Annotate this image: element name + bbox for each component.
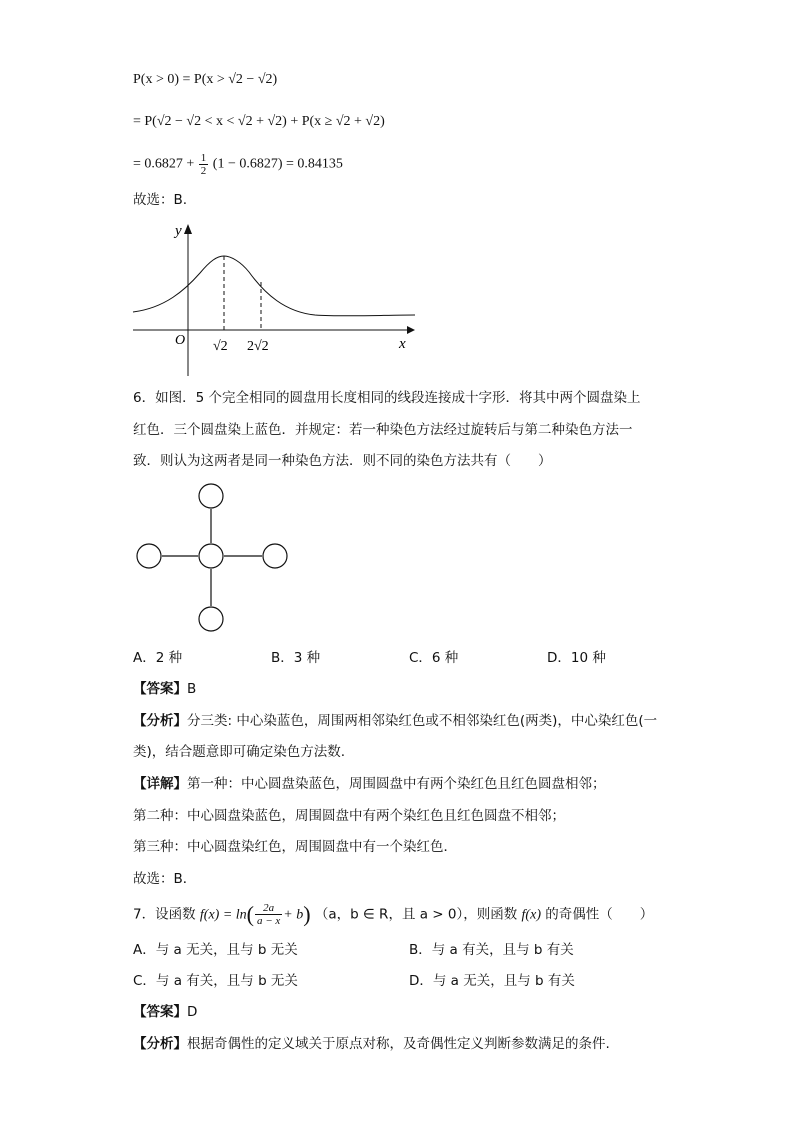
q7-analysis-text: 根据奇偶性的定义域关于原点对称，及奇偶性定义判断参数满足的条件. bbox=[187, 1036, 610, 1052]
q6-stem-line3: 致．则认为这两者是同一种染色方法．则不同的染色方法共有（ ） bbox=[133, 453, 552, 469]
q7-answer-value: D bbox=[187, 1004, 198, 1020]
q6-stem-line1: 6．如图．5 个完全相同的圆盘用长度相同的线段连接成十字形．将其中两个圆盘染上 bbox=[133, 390, 641, 406]
cross-disks-figure bbox=[134, 482, 294, 634]
normal-curve-graph bbox=[125, 218, 425, 380]
q7-analysis-tag: 【分析】 bbox=[133, 1036, 187, 1052]
half-denominator: 2 bbox=[200, 165, 207, 177]
q6-detail-text1: 第一种：中心圆盘染蓝色，周围圆盘中有两个染红色且红色圆盘相邻； bbox=[187, 776, 606, 792]
q7-function: f(x) = ln bbox=[199, 907, 247, 923]
q7-option-c: C．与 a 有关，且与 b 无关 bbox=[133, 973, 298, 989]
disk-right bbox=[263, 544, 287, 568]
q7-frac-denominator: a − x bbox=[256, 915, 281, 927]
q7-left-paren: ( bbox=[246, 901, 254, 927]
q6-detail-line1 bbox=[133, 774, 606, 794]
sol5-eq3-b: (1 − 0.6827) = 0.84135 bbox=[212, 156, 343, 172]
q6-stem-line2: 红色．三个圆盘染上蓝色．并规定：若一种染色方法经过旋转后与第二种染色方法一 bbox=[133, 422, 633, 438]
q7-answer-tag: 【答案】 bbox=[133, 1004, 187, 1020]
q6-analysis-tag: 【分析】 bbox=[133, 713, 187, 729]
q7-option-b: B．与 a 有关，且与 b 有关 bbox=[409, 942, 574, 958]
y-axis-arrow bbox=[184, 224, 192, 234]
q6-answer-tag: 【答案】 bbox=[133, 681, 187, 697]
disk-bottom bbox=[199, 607, 223, 631]
q7-stem bbox=[133, 902, 653, 927]
disk-center bbox=[199, 544, 223, 568]
q6-analysis-line2: 类)，结合题意即可确定染色方法数. bbox=[133, 744, 346, 760]
q7-right-paren: ) bbox=[303, 901, 311, 927]
tick-sqrt2: √2 bbox=[213, 339, 228, 354]
sol5-eq3 bbox=[133, 152, 343, 177]
q6-option-b: B．3 种 bbox=[271, 650, 321, 666]
tick-2sqrt2: 2√2 bbox=[247, 339, 269, 354]
q7-option-a: A．与 a 无关，且与 b 无关 bbox=[133, 942, 298, 958]
x-axis-label: x bbox=[399, 336, 406, 352]
sol5-eq2-part2: + P(x ≥ √2 + √2) bbox=[290, 114, 385, 129]
q6-option-d: D．10 种 bbox=[547, 650, 606, 666]
q7-stem-prefix: 7．设函数 bbox=[133, 906, 196, 923]
q6-detail-line3: 第三种：中心圆盘染红色，周围圆盘中有一个染红色． bbox=[133, 839, 457, 855]
q6-analysis-text1: 分三类: 中心染蓝色，周围两相邻染红色或不相邻染红色(两类)，中心染红色(一 bbox=[187, 713, 658, 729]
q6-option-a: A．2 种 bbox=[133, 650, 183, 666]
q6-detail-line2: 第二种：中心圆盘染蓝色，周围圆盘中有两个染红色且红色圆盘不相邻； bbox=[133, 808, 565, 824]
q6-option-c: C．6 种 bbox=[409, 650, 459, 666]
x-axis-arrow bbox=[407, 326, 415, 334]
q7-stem-suffix: 的奇偶性（ ） bbox=[545, 906, 654, 923]
q7-option-d: D．与 a 无关，且与 b 有关 bbox=[409, 973, 575, 989]
disk-left bbox=[137, 544, 161, 568]
sol5-eq2 bbox=[133, 112, 385, 132]
q7-fx: f(x) bbox=[521, 907, 541, 923]
q6-answer-value: B bbox=[187, 681, 197, 697]
q7-frac-numerator: 2a bbox=[255, 902, 282, 915]
sol5-eq3-a: = 0.6827 + bbox=[133, 156, 195, 172]
origin-label: O bbox=[175, 333, 186, 348]
q7-fraction bbox=[255, 902, 282, 927]
q7-analysis bbox=[133, 1034, 610, 1054]
y-axis-label: y bbox=[175, 223, 182, 239]
sol5-conclusion: 故选：B. bbox=[133, 192, 188, 208]
q6-answer bbox=[133, 679, 196, 699]
sol5-eq2-part1: = P(√2 − √2 < x < √2 + √2) bbox=[133, 114, 287, 129]
q6-conclusion: 故选：B． bbox=[133, 871, 197, 887]
half-fraction bbox=[199, 152, 209, 177]
q7-condition: （a，b ∈ R，且 a > 0），则函数 bbox=[314, 906, 518, 923]
sol5-eq1: P(x > 0) = P(x > √2 − √2) bbox=[133, 72, 278, 87]
q7-plus-b: + b bbox=[283, 907, 304, 923]
q6-analysis-line1 bbox=[133, 711, 657, 731]
bell-curve bbox=[133, 256, 415, 316]
disk-top bbox=[199, 484, 223, 508]
q7-answer bbox=[133, 1002, 197, 1022]
q6-detail-tag: 【详解】 bbox=[133, 776, 187, 792]
half-numerator: 1 bbox=[200, 152, 207, 164]
